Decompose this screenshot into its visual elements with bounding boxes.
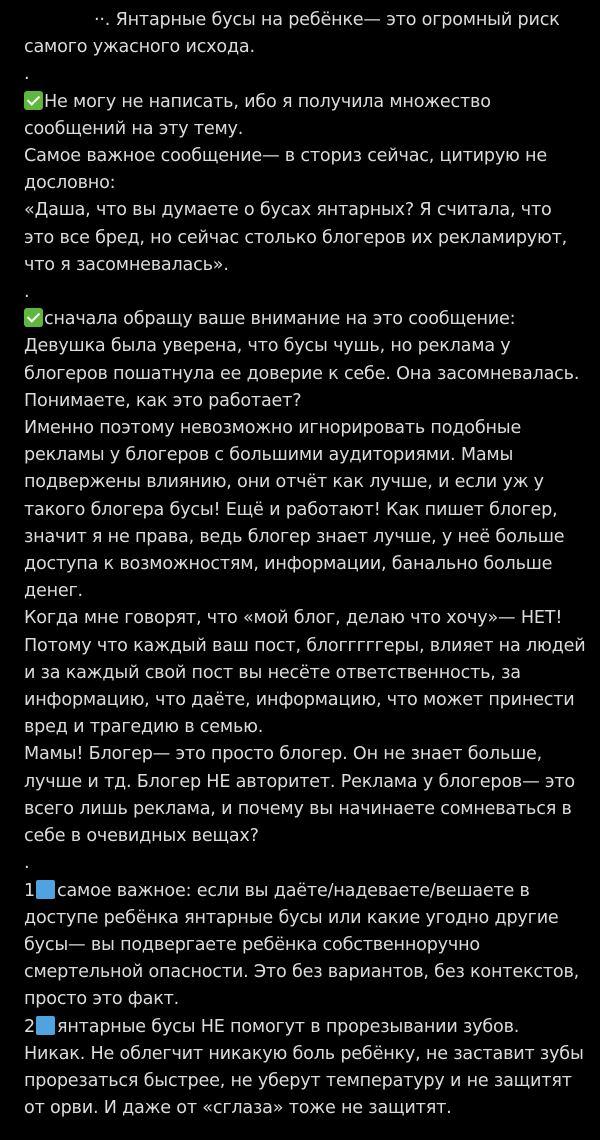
post-line: от орви. И даже от «сглаза» тоже не защитят. (24, 1098, 452, 1119)
post-line: Понимаете, как это работает? (24, 390, 302, 411)
post-line: бусы— вы подвергаете ребёнка собственноручно (24, 934, 480, 955)
post-line: денег. (24, 581, 83, 602)
post-line-text: Не могу не написать, ибо я получила множество (44, 91, 491, 112)
post-line: Никак. Не облегчит никакую боль ребёнку, не заставит зубы (24, 1043, 584, 1064)
post-line: . (24, 282, 30, 303)
blue-keycap-icon (36, 880, 55, 899)
post-line: информацию, что даёте, информацию, что может принести (24, 690, 575, 711)
post-line: и за каждый свой пост вы несёте ответственность, за (24, 662, 521, 683)
post-line: всего лишь реклама, и почему вы начинаете сомневаться в (24, 798, 572, 819)
post-line-numbered (24, 878, 596, 905)
post-text (24, 7, 596, 1122)
check-mark-icon (24, 91, 43, 110)
post-line: доступа к возможностям, информации, банально больше (24, 554, 553, 575)
list-number: 2 (24, 1016, 35, 1037)
post-line: ··. Янтарные бусы на ребёнке— это огромный риск (94, 10, 560, 30)
post-line: подвержены влиянию, они отчёт как лучше, и если уж у (24, 472, 544, 493)
post-line-with-check (24, 306, 596, 333)
post-line: прорезаться быстрее, не уберут температуру и не защитят (24, 1070, 572, 1091)
post-line: «Даша, что вы думаете о бусах янтарных? Я считала, что (24, 200, 552, 221)
post-line: Когда мне говорят, что «мой блог, делаю что хочу»— НЕТ! (24, 608, 563, 629)
post-line: . (24, 853, 30, 874)
list-number: 1 (24, 880, 35, 901)
post-line: такого блогера бусы! Ещё и работают! Как пишет блогер, (24, 499, 558, 520)
post-line-text: самое важное: если вы даёте/надеваете/вешаете в (57, 880, 530, 901)
post-line: доступе ребёнка янтарные бусы или какие угодно другие (24, 907, 559, 928)
post-line: смертельной опасности. Это без вариантов, без контекстов, (24, 962, 580, 983)
post-line: самого ужасного исхода. (24, 37, 255, 58)
post-line: Девушка была уверена, что бусы чушь, но реклама у (24, 336, 511, 357)
post-line-text: янтарные бусы НЕ помогут в прорезывании зубов. (57, 1016, 520, 1037)
post-line: себе в очевидных вещах? (24, 826, 259, 847)
post-line: рекламы у блогеров с большими аудиториями. Мамы (24, 445, 514, 466)
post-line-with-check (24, 89, 596, 116)
post-line: это все бред, но сейчас столько блогеров их рекламируют, (24, 227, 568, 248)
post-line: вред и трагедию в семью. (24, 717, 264, 738)
post-line: сообщений на эту тему. (24, 118, 244, 139)
post-line: дословно: (24, 173, 116, 194)
blue-keycap-icon (36, 1016, 55, 1035)
post-line: Потому что каждый ваш пост, блогггггеры, влияет на людей (24, 635, 586, 656)
post-line: . (24, 64, 30, 85)
check-mark-icon (24, 308, 43, 327)
post-line: Мамы! Блогер— это просто блогер. Он не знает больше, (24, 744, 543, 765)
post-line: Именно поэтому невозможно игнорировать подобные (24, 418, 522, 439)
post-line: блогеров пошатнула ее доверие к себе. Она засомневалась. (24, 363, 580, 384)
post-line: просто это факт. (24, 989, 180, 1010)
post-line: лучше и тд. Блогер НЕ авторитет. Реклама у блогеров— это (24, 771, 575, 792)
post-line: Самое важное сообщение— в сториз сейчас, цитирую не (24, 146, 547, 167)
post-line: что я засомневалась». (24, 254, 229, 275)
post-line: значит я не права, ведь блогер знает лучше, у неё больше (24, 526, 565, 547)
post-line-numbered (24, 1014, 596, 1041)
post-line-text: сначала обращу ваше внимание на это сообщение: (44, 309, 516, 330)
